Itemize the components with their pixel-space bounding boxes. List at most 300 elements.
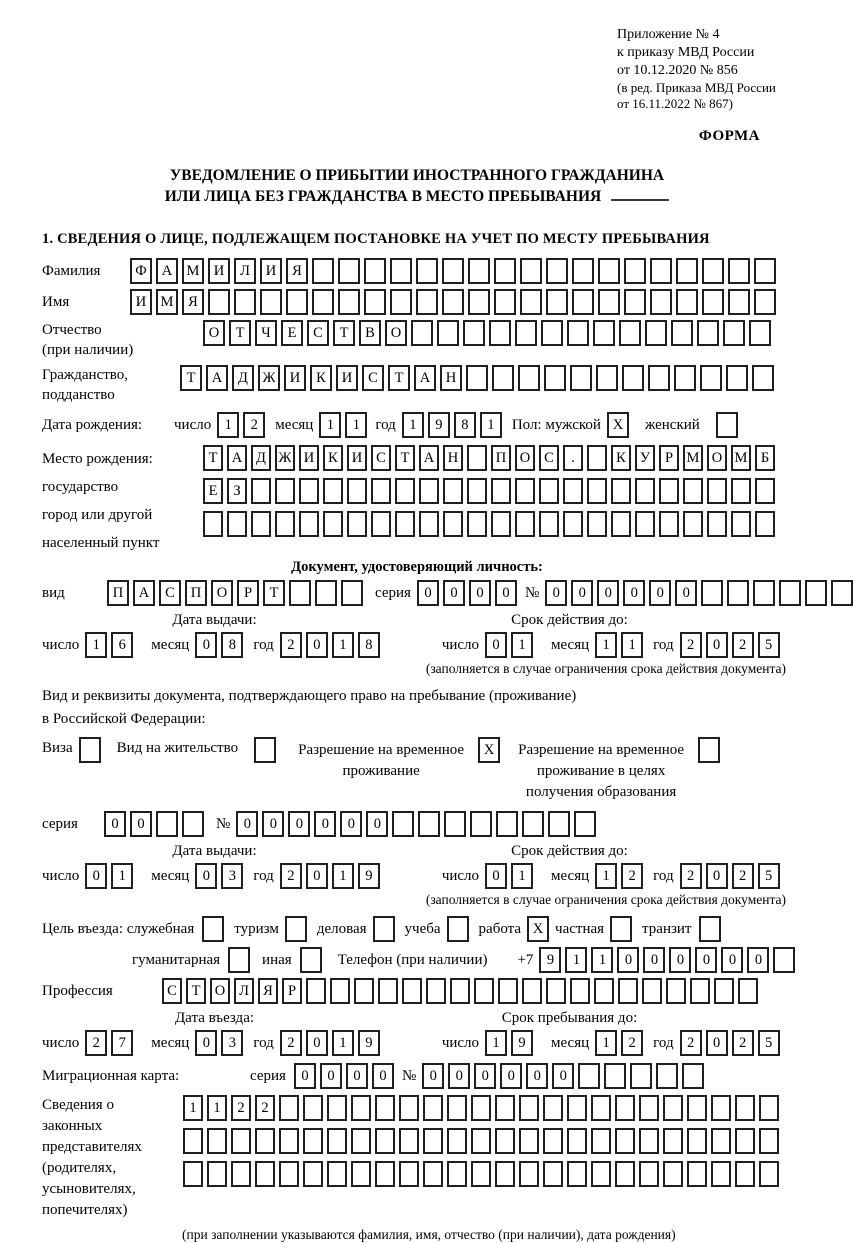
char-cell[interactable]: [622, 365, 644, 391]
char-cell[interactable]: Е: [203, 478, 223, 504]
char-cell[interactable]: 6: [111, 632, 133, 658]
char-cell[interactable]: 0: [294, 1063, 316, 1089]
purpose-tourism-checkbox[interactable]: [285, 916, 307, 942]
char-cell[interactable]: [522, 978, 542, 1004]
char-cell[interactable]: [546, 978, 566, 1004]
char-cell[interactable]: [395, 511, 415, 537]
char-cell[interactable]: [395, 478, 415, 504]
char-cell[interactable]: 0: [306, 863, 328, 889]
char-cell[interactable]: 0: [320, 1063, 342, 1089]
char-cell[interactable]: [594, 978, 614, 1004]
char-cell[interactable]: [467, 478, 487, 504]
char-cell[interactable]: [182, 811, 204, 837]
char-cell[interactable]: [754, 258, 776, 284]
char-cell[interactable]: [312, 289, 334, 315]
char-cell[interactable]: 0: [485, 632, 507, 658]
char-cell[interactable]: [759, 1161, 779, 1187]
char-cell[interactable]: К: [323, 445, 343, 471]
char-cell[interactable]: [591, 1161, 611, 1187]
char-cell[interactable]: 0: [195, 863, 217, 889]
char-cell[interactable]: 0: [545, 580, 567, 606]
char-cell[interactable]: [701, 580, 723, 606]
char-cell[interactable]: [519, 1095, 539, 1121]
char-cell[interactable]: Р: [659, 445, 679, 471]
char-cell[interactable]: 0: [669, 947, 691, 973]
purpose-official-checkbox[interactable]: [202, 916, 224, 942]
char-cell[interactable]: [375, 1161, 395, 1187]
char-cell[interactable]: 0: [552, 1063, 574, 1089]
char-cell[interactable]: [707, 478, 727, 504]
char-cell[interactable]: [546, 258, 568, 284]
char-cell[interactable]: М: [683, 445, 703, 471]
char-cell[interactable]: 0: [706, 632, 728, 658]
char-cell[interactable]: [591, 1128, 611, 1154]
char-cell[interactable]: [711, 1161, 731, 1187]
char-cell[interactable]: [663, 1095, 683, 1121]
char-cell[interactable]: [543, 1128, 563, 1154]
char-cell[interactable]: И: [299, 445, 319, 471]
char-cell[interactable]: 1: [319, 412, 341, 438]
char-cell[interactable]: [727, 580, 749, 606]
char-cell[interactable]: 9: [428, 412, 450, 438]
char-cell[interactable]: [659, 511, 679, 537]
char-cell[interactable]: [645, 320, 667, 346]
char-cell[interactable]: 8: [454, 412, 476, 438]
char-cell[interactable]: [444, 811, 466, 837]
char-cell[interactable]: [726, 365, 748, 391]
char-cell[interactable]: [663, 1161, 683, 1187]
char-cell[interactable]: [323, 511, 343, 537]
char-cell[interactable]: 1: [345, 412, 367, 438]
char-cell[interactable]: 0: [469, 580, 491, 606]
char-cell[interactable]: 1: [111, 863, 133, 889]
char-cell[interactable]: [587, 445, 607, 471]
char-cell[interactable]: [630, 1063, 652, 1089]
char-cell[interactable]: 2: [732, 863, 754, 889]
char-cell[interactable]: [315, 580, 337, 606]
char-cell[interactable]: [539, 478, 559, 504]
char-cell[interactable]: [515, 320, 537, 346]
char-cell[interactable]: [468, 289, 490, 315]
char-cell[interactable]: [515, 511, 535, 537]
char-cell[interactable]: [611, 511, 631, 537]
char-cell[interactable]: [399, 1095, 419, 1121]
char-cell[interactable]: [351, 1161, 371, 1187]
char-cell[interactable]: Т: [263, 580, 285, 606]
char-cell[interactable]: [522, 811, 544, 837]
char-cell[interactable]: П: [107, 580, 129, 606]
char-cell[interactable]: 0: [288, 811, 310, 837]
char-cell[interactable]: [711, 1095, 731, 1121]
char-cell[interactable]: Т: [229, 320, 251, 346]
char-cell[interactable]: [489, 320, 511, 346]
char-cell[interactable]: [541, 320, 563, 346]
char-cell[interactable]: [495, 1161, 515, 1187]
char-cell[interactable]: [491, 478, 511, 504]
char-cell[interactable]: [596, 365, 618, 391]
temp-residence-edu-checkbox[interactable]: [698, 737, 720, 763]
char-cell[interactable]: С: [539, 445, 559, 471]
char-cell[interactable]: [674, 365, 696, 391]
char-cell[interactable]: 9: [511, 1030, 533, 1056]
char-cell[interactable]: 0: [706, 863, 728, 889]
char-cell[interactable]: [731, 478, 751, 504]
char-cell[interactable]: А: [206, 365, 228, 391]
char-cell[interactable]: [683, 511, 703, 537]
char-cell[interactable]: 0: [643, 947, 665, 973]
char-cell[interactable]: Е: [281, 320, 303, 346]
char-cell[interactable]: О: [515, 445, 535, 471]
char-cell[interactable]: [467, 511, 487, 537]
char-cell[interactable]: [312, 258, 334, 284]
char-cell[interactable]: И: [130, 289, 152, 315]
char-cell[interactable]: [567, 1128, 587, 1154]
char-cell[interactable]: [375, 1128, 395, 1154]
char-cell[interactable]: [831, 580, 853, 606]
char-cell[interactable]: 1: [217, 412, 239, 438]
char-cell[interactable]: [543, 1161, 563, 1187]
char-cell[interactable]: [423, 1128, 443, 1154]
char-cell[interactable]: [203, 511, 223, 537]
char-cell[interactable]: [753, 580, 775, 606]
char-cell[interactable]: 0: [448, 1063, 470, 1089]
char-cell[interactable]: [207, 1161, 227, 1187]
char-cell[interactable]: [604, 1063, 626, 1089]
char-cell[interactable]: 0: [417, 580, 439, 606]
char-cell[interactable]: [463, 320, 485, 346]
char-cell[interactable]: [702, 289, 724, 315]
char-cell[interactable]: [567, 1161, 587, 1187]
char-cell[interactable]: [574, 811, 596, 837]
char-cell[interactable]: 1: [595, 863, 617, 889]
char-cell[interactable]: [423, 1095, 443, 1121]
char-cell[interactable]: [570, 978, 590, 1004]
char-cell[interactable]: [443, 511, 463, 537]
char-cell[interactable]: [682, 1063, 704, 1089]
char-cell[interactable]: 0: [485, 863, 507, 889]
char-cell[interactable]: [492, 365, 514, 391]
char-cell[interactable]: [648, 365, 670, 391]
char-cell[interactable]: [593, 320, 615, 346]
char-cell[interactable]: К: [310, 365, 332, 391]
char-cell[interactable]: [659, 478, 679, 504]
char-cell[interactable]: [773, 947, 795, 973]
char-cell[interactable]: [227, 511, 247, 537]
char-cell[interactable]: 0: [340, 811, 362, 837]
char-cell[interactable]: [423, 1161, 443, 1187]
char-cell[interactable]: 8: [358, 632, 380, 658]
char-cell[interactable]: [351, 1095, 371, 1121]
char-cell[interactable]: Т: [203, 445, 223, 471]
char-cell[interactable]: А: [227, 445, 247, 471]
residence-permit-checkbox[interactable]: [254, 737, 276, 763]
char-cell[interactable]: [375, 1095, 395, 1121]
char-cell[interactable]: [323, 478, 343, 504]
char-cell[interactable]: 0: [262, 811, 284, 837]
char-cell[interactable]: [735, 1161, 755, 1187]
char-cell[interactable]: [437, 320, 459, 346]
char-cell[interactable]: [515, 478, 535, 504]
char-cell[interactable]: 1: [511, 863, 533, 889]
char-cell[interactable]: Ж: [275, 445, 295, 471]
char-cell[interactable]: [779, 580, 801, 606]
char-cell[interactable]: [251, 478, 271, 504]
char-cell[interactable]: [666, 978, 686, 1004]
char-cell[interactable]: 1: [85, 632, 107, 658]
char-cell[interactable]: [378, 978, 398, 1004]
char-cell[interactable]: [714, 978, 734, 1004]
char-cell[interactable]: Н: [443, 445, 463, 471]
char-cell[interactable]: 0: [104, 811, 126, 837]
char-cell[interactable]: [711, 1128, 731, 1154]
char-cell[interactable]: [663, 1128, 683, 1154]
char-cell[interactable]: 0: [422, 1063, 444, 1089]
char-cell[interactable]: 0: [706, 1030, 728, 1056]
char-cell[interactable]: [426, 978, 446, 1004]
char-cell[interactable]: [619, 320, 641, 346]
char-cell[interactable]: [442, 289, 464, 315]
char-cell[interactable]: [299, 511, 319, 537]
char-cell[interactable]: [615, 1128, 635, 1154]
char-cell[interactable]: [330, 978, 350, 1004]
char-cell[interactable]: Т: [395, 445, 415, 471]
char-cell[interactable]: [650, 258, 672, 284]
char-cell[interactable]: [234, 289, 256, 315]
char-cell[interactable]: [520, 289, 542, 315]
char-cell[interactable]: [231, 1161, 251, 1187]
char-cell[interactable]: [728, 289, 750, 315]
char-cell[interactable]: [231, 1128, 251, 1154]
char-cell[interactable]: [371, 478, 391, 504]
char-cell[interactable]: [260, 289, 282, 315]
char-cell[interactable]: О: [385, 320, 407, 346]
char-cell[interactable]: 0: [306, 632, 328, 658]
char-cell[interactable]: 0: [649, 580, 671, 606]
char-cell[interactable]: К: [611, 445, 631, 471]
char-cell[interactable]: [495, 1128, 515, 1154]
char-cell[interactable]: [208, 289, 230, 315]
purpose-transit-checkbox[interactable]: [699, 916, 721, 942]
char-cell[interactable]: М: [731, 445, 751, 471]
char-cell[interactable]: [615, 1161, 635, 1187]
char-cell[interactable]: [347, 478, 367, 504]
char-cell[interactable]: [519, 1161, 539, 1187]
char-cell[interactable]: [341, 580, 363, 606]
char-cell[interactable]: 2: [732, 632, 754, 658]
char-cell[interactable]: [618, 978, 638, 1004]
char-cell[interactable]: 0: [500, 1063, 522, 1089]
char-cell[interactable]: [354, 978, 374, 1004]
char-cell[interactable]: 2: [280, 632, 302, 658]
char-cell[interactable]: [546, 289, 568, 315]
char-cell[interactable]: Я: [182, 289, 204, 315]
char-cell[interactable]: [347, 511, 367, 537]
char-cell[interactable]: [470, 811, 492, 837]
char-cell[interactable]: [338, 289, 360, 315]
char-cell[interactable]: 1: [591, 947, 613, 973]
char-cell[interactable]: [303, 1095, 323, 1121]
char-cell[interactable]: [402, 978, 422, 1004]
char-cell[interactable]: 2: [243, 412, 265, 438]
char-cell[interactable]: Ч: [255, 320, 277, 346]
char-cell[interactable]: [587, 511, 607, 537]
char-cell[interactable]: [275, 478, 295, 504]
char-cell[interactable]: А: [156, 258, 178, 284]
char-cell[interactable]: [364, 258, 386, 284]
char-cell[interactable]: 0: [306, 1030, 328, 1056]
char-cell[interactable]: 1: [402, 412, 424, 438]
char-cell[interactable]: [251, 511, 271, 537]
char-cell[interactable]: [735, 1128, 755, 1154]
char-cell[interactable]: М: [156, 289, 178, 315]
char-cell[interactable]: [650, 289, 672, 315]
char-cell[interactable]: 1: [332, 1030, 354, 1056]
char-cell[interactable]: [683, 478, 703, 504]
char-cell[interactable]: [723, 320, 745, 346]
char-cell[interactable]: О: [707, 445, 727, 471]
char-cell[interactable]: П: [491, 445, 511, 471]
char-cell[interactable]: 1: [595, 1030, 617, 1056]
char-cell[interactable]: [471, 1161, 491, 1187]
char-cell[interactable]: 5: [758, 632, 780, 658]
char-cell[interactable]: 1: [485, 1030, 507, 1056]
char-cell[interactable]: Т: [333, 320, 355, 346]
char-cell[interactable]: [624, 258, 646, 284]
char-cell[interactable]: 1: [480, 412, 502, 438]
purpose-other-checkbox[interactable]: [300, 947, 322, 973]
char-cell[interactable]: [754, 289, 776, 315]
char-cell[interactable]: Я: [286, 258, 308, 284]
char-cell[interactable]: 1: [595, 632, 617, 658]
char-cell[interactable]: [447, 1095, 467, 1121]
char-cell[interactable]: 9: [358, 1030, 380, 1056]
char-cell[interactable]: [676, 289, 698, 315]
char-cell[interactable]: 2: [621, 863, 643, 889]
char-cell[interactable]: 3: [221, 1030, 243, 1056]
char-cell[interactable]: С: [159, 580, 181, 606]
char-cell[interactable]: 0: [195, 632, 217, 658]
char-cell[interactable]: [471, 1095, 491, 1121]
char-cell[interactable]: [700, 365, 722, 391]
char-cell[interactable]: [755, 478, 775, 504]
char-cell[interactable]: [183, 1161, 203, 1187]
char-cell[interactable]: [519, 1128, 539, 1154]
char-cell[interactable]: 0: [571, 580, 593, 606]
char-cell[interactable]: 1: [332, 632, 354, 658]
char-cell[interactable]: [494, 289, 516, 315]
char-cell[interactable]: [731, 511, 751, 537]
char-cell[interactable]: [587, 478, 607, 504]
char-cell[interactable]: [327, 1128, 347, 1154]
char-cell[interactable]: 0: [314, 811, 336, 837]
purpose-humanitarian-checkbox[interactable]: [228, 947, 250, 973]
char-cell[interactable]: [759, 1095, 779, 1121]
char-cell[interactable]: [591, 1095, 611, 1121]
char-cell[interactable]: [687, 1161, 707, 1187]
char-cell[interactable]: Л: [234, 258, 256, 284]
char-cell[interactable]: [572, 289, 594, 315]
char-cell[interactable]: 0: [617, 947, 639, 973]
char-cell[interactable]: [289, 580, 311, 606]
char-cell[interactable]: [399, 1161, 419, 1187]
char-cell[interactable]: [728, 258, 750, 284]
gender-female-checkbox[interactable]: [716, 412, 738, 438]
char-cell[interactable]: 0: [747, 947, 769, 973]
purpose-business-checkbox[interactable]: [373, 916, 395, 942]
char-cell[interactable]: 0: [675, 580, 697, 606]
char-cell[interactable]: [303, 1128, 323, 1154]
char-cell[interactable]: [207, 1128, 227, 1154]
char-cell[interactable]: [442, 258, 464, 284]
char-cell[interactable]: [327, 1161, 347, 1187]
char-cell[interactable]: [539, 511, 559, 537]
char-cell[interactable]: 0: [85, 863, 107, 889]
char-cell[interactable]: [494, 258, 516, 284]
char-cell[interactable]: [615, 1095, 635, 1121]
char-cell[interactable]: 2: [680, 632, 702, 658]
char-cell[interactable]: Д: [251, 445, 271, 471]
char-cell[interactable]: [390, 289, 412, 315]
char-cell[interactable]: [635, 511, 655, 537]
char-cell[interactable]: Р: [282, 978, 302, 1004]
char-cell[interactable]: 2: [280, 1030, 302, 1056]
char-cell[interactable]: [656, 1063, 678, 1089]
char-cell[interactable]: 1: [565, 947, 587, 973]
char-cell[interactable]: [567, 320, 589, 346]
char-cell[interactable]: [156, 811, 178, 837]
char-cell[interactable]: 1: [183, 1095, 203, 1121]
char-cell[interactable]: [364, 289, 386, 315]
char-cell[interactable]: [544, 365, 566, 391]
char-cell[interactable]: [390, 258, 412, 284]
char-cell[interactable]: А: [133, 580, 155, 606]
char-cell[interactable]: 0: [474, 1063, 496, 1089]
char-cell[interactable]: О: [203, 320, 225, 346]
char-cell[interactable]: С: [362, 365, 384, 391]
char-cell[interactable]: [351, 1128, 371, 1154]
char-cell[interactable]: [671, 320, 693, 346]
char-cell[interactable]: [639, 1095, 659, 1121]
char-cell[interactable]: Т: [180, 365, 202, 391]
char-cell[interactable]: [255, 1161, 275, 1187]
char-cell[interactable]: [496, 811, 518, 837]
char-cell[interactable]: .: [563, 445, 583, 471]
char-cell[interactable]: [687, 1128, 707, 1154]
char-cell[interactable]: [467, 445, 487, 471]
char-cell[interactable]: [687, 1095, 707, 1121]
char-cell[interactable]: [738, 978, 758, 1004]
char-cell[interactable]: [279, 1095, 299, 1121]
char-cell[interactable]: [598, 258, 620, 284]
char-cell[interactable]: [520, 258, 542, 284]
char-cell[interactable]: 1: [621, 632, 643, 658]
char-cell[interactable]: 0: [495, 580, 517, 606]
char-cell[interactable]: [338, 258, 360, 284]
char-cell[interactable]: [327, 1095, 347, 1121]
purpose-private-checkbox[interactable]: [610, 916, 632, 942]
char-cell[interactable]: З: [227, 478, 247, 504]
char-cell[interactable]: 1: [511, 632, 533, 658]
char-cell[interactable]: 8: [221, 632, 243, 658]
char-cell[interactable]: О: [210, 978, 230, 1004]
char-cell[interactable]: 0: [195, 1030, 217, 1056]
char-cell[interactable]: М: [182, 258, 204, 284]
char-cell[interactable]: Ж: [258, 365, 280, 391]
char-cell[interactable]: [676, 258, 698, 284]
char-cell[interactable]: Д: [232, 365, 254, 391]
char-cell[interactable]: [443, 478, 463, 504]
char-cell[interactable]: [572, 258, 594, 284]
